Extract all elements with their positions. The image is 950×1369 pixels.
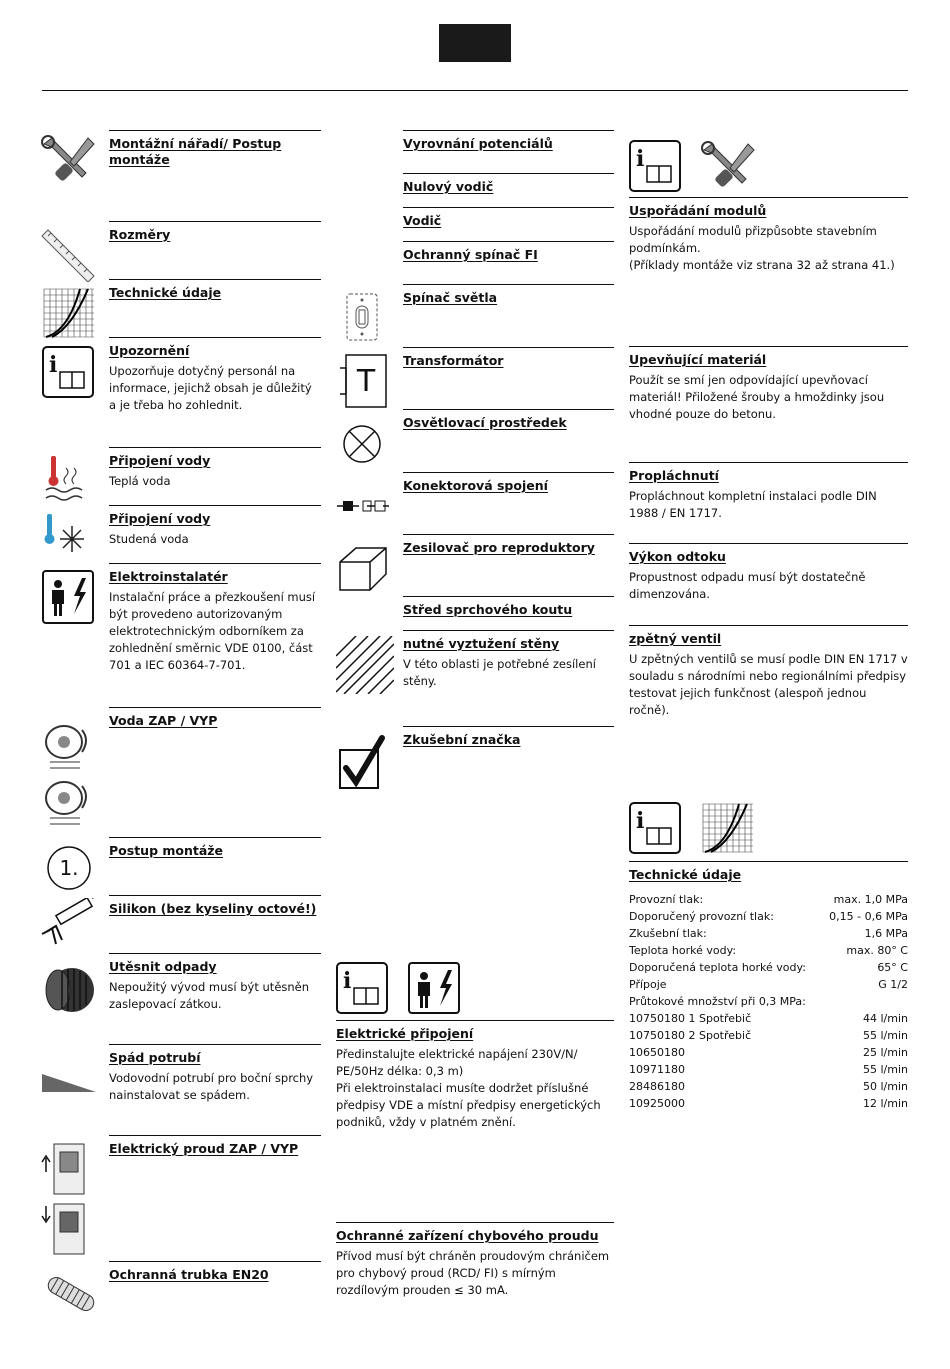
spec-row: [629, 925, 908, 942]
spec-value: max. 1,0 MPa: [833, 893, 908, 906]
spec-value: 55 l/min: [863, 1063, 908, 1076]
section-title: Zkušební značka: [403, 732, 521, 747]
info-book-icon: [629, 140, 681, 192]
tools-icon: [700, 140, 758, 190]
section-title: Výkon odtoku: [629, 549, 726, 564]
section-wall-reinforcement: [403, 630, 614, 690]
spec-row: [629, 1078, 908, 1095]
valve-icon: [42, 712, 96, 828]
section-body: U zpětných ventilů se musí podle DIN EN 1717 v souladu s národními nebo regionálními předpisy testovat jejich funkčnost (alespoň jednou ročně).: [629, 652, 908, 717]
spec-label: Doporučený provozní tlak:: [629, 910, 774, 923]
section-tools: [109, 130, 321, 168]
section-notice: [109, 337, 321, 414]
info-book-icon: [42, 346, 94, 398]
spec-value: 25 l/min: [863, 1046, 908, 1059]
spec-value: 55 l/min: [863, 1029, 908, 1042]
info-book-icon: [336, 962, 388, 1014]
section-conduit: [109, 1261, 321, 1283]
hot-water-icon: [42, 454, 88, 502]
section-body: V této oblasti je potřebné zesílení stěny.: [403, 657, 596, 688]
section-title: Nulový vodič: [403, 179, 494, 194]
transformer-letter: T: [356, 364, 376, 399]
spec-value: 0,15 - 0,6 MPa: [829, 910, 908, 923]
section-tech-specs: [629, 861, 908, 883]
section-rcd: [336, 1222, 614, 1299]
section-title: Upevňující materiál: [629, 352, 767, 367]
section-body: Použít se smí jen odpovídající upevňovací materiál! Přiložené šrouby a hmoždinky jsou vhodné pouze do betonu.: [629, 373, 885, 421]
section-body: Studená voda: [109, 532, 189, 546]
switch-box-icon: [40, 1142, 88, 1256]
section-title: Osvětlovací prostředek: [403, 415, 567, 430]
graph-icon: [42, 287, 96, 339]
spec-row: [629, 1027, 908, 1044]
section-body: Předinstalujte elektrické napájení 230V/N/ PE/50Hz délka: 0,3 m) Při elektroinstalaci musíte dodržet příslušné předpisy VDE a místní předpisy energetických podniků, vždy v platném znění.: [336, 1047, 601, 1129]
section-title: Spád potrubí: [109, 1050, 201, 1065]
section-title: Ochranná trubka EN20: [109, 1267, 269, 1282]
checkmark-icon: [338, 734, 386, 790]
section-tech-data: [109, 279, 321, 301]
section-body: Nepoužitý vývod musí být utěsněn zaslepovací zátkou.: [109, 980, 310, 1011]
spec-value: 50 l/min: [863, 1080, 908, 1093]
section-title: Technické údaje: [109, 285, 222, 300]
section-conductor: [403, 207, 614, 229]
section-dimensions: [109, 221, 321, 243]
section-title: Střed sprchového koutu: [403, 602, 573, 617]
ruler-icon: [40, 228, 96, 282]
svg-text:i: i: [49, 352, 58, 378]
section-title: Vodič: [403, 213, 442, 228]
section-assembly: [109, 837, 321, 859]
specs-table: [629, 891, 908, 1112]
section-title: Vyrovnání potenciálů: [403, 136, 553, 151]
section-potential: [403, 130, 614, 152]
transformer-icon: [338, 354, 388, 408]
conduit-icon: [42, 1272, 98, 1318]
section-title: Technické údaje: [629, 867, 742, 882]
section-connectors: [403, 472, 614, 494]
section-title: Konektorová spojení: [403, 478, 548, 493]
section-pipe-slope: [109, 1044, 321, 1104]
svg-text:i: i: [636, 146, 645, 172]
section-fi-switch: [403, 241, 614, 263]
section-test-mark: [403, 726, 614, 748]
section-silicone: [109, 895, 321, 917]
section-title: Upozornění: [109, 343, 190, 358]
section-title: Elektrické připojení: [336, 1026, 474, 1041]
hatch-icon: [336, 636, 394, 694]
spec-label: Zkušební tlak:: [629, 927, 707, 940]
spec-label: 10750180 2 Spotřebič: [629, 1029, 752, 1042]
graph-icon: [701, 802, 755, 854]
slope-icon: [42, 1068, 96, 1094]
spec-value: 65° C: [877, 961, 908, 974]
spec-label: Průtokové množství při 0,3 MPa:: [629, 995, 806, 1008]
section-title: Voda ZAP / VYP: [109, 713, 218, 728]
spec-value: G 1/2: [878, 978, 908, 991]
spec-label: 28486180: [629, 1080, 685, 1093]
section-title: nutné vyztužení stěny: [403, 636, 560, 651]
spec-row: [629, 1061, 908, 1078]
spec-label: 10650180: [629, 1046, 685, 1059]
section-title: Elektroinstalatér: [109, 569, 228, 584]
tools-icon: [40, 134, 98, 184]
spec-label: 10925000: [629, 1097, 685, 1110]
connector-icon: [335, 497, 391, 515]
section-body: Propláchnout kompletní instalaci podle DIN 1988 / EN 1717.: [629, 489, 877, 520]
spec-row: [629, 1095, 908, 1112]
section-title: Spínač světla: [403, 290, 498, 305]
spec-value: max. 80° C: [846, 944, 908, 957]
section-electrician: [109, 563, 321, 674]
cold-water-icon: [42, 512, 88, 560]
section-electrical-connection: [336, 1020, 614, 1131]
spec-label: Teplota horké vody:: [629, 944, 737, 957]
section-power-on-off: [109, 1135, 321, 1157]
section-title: Uspořádání modulů: [629, 203, 767, 218]
section-transformer: [403, 347, 614, 369]
spec-label: Provozní tlak:: [629, 893, 704, 906]
section-amplifier: [403, 534, 614, 556]
section-title: Montážní nářadí/ Postup montáže: [109, 136, 282, 167]
section-title: Postup montáže: [109, 843, 224, 858]
section-title: Propláchnutí: [629, 468, 719, 483]
step-icon: [46, 845, 92, 891]
spec-row: [629, 993, 908, 1010]
section-body: Upozorňuje dotyčný personál na informace, jejichž obsah je důležitý a je třeba ho zohlednit.: [109, 364, 312, 412]
amplifier-box-icon: [338, 544, 388, 592]
silicone-gun-icon: [40, 898, 98, 948]
section-light-switch: [403, 284, 614, 306]
section-shower-center: [403, 596, 614, 618]
section-module-arrangement: [629, 197, 908, 274]
spec-row: [629, 976, 908, 993]
section-title: Zesilovač pro reproduktory: [403, 540, 595, 555]
section-body: Propustnost odpadu musí být dostatečně dimenzována.: [629, 570, 866, 601]
header-block: [439, 24, 511, 62]
section-hot-water: [109, 447, 321, 490]
light-switch-icon: [345, 292, 379, 342]
section-title: Elektrický proud ZAP / VYP: [109, 1141, 299, 1156]
section-title: Ochranné zařízení chybového proudu: [336, 1228, 599, 1243]
spec-value: 1,6 MPa: [864, 927, 908, 940]
step-number: 1.: [59, 856, 79, 880]
svg-text:i: i: [636, 808, 645, 834]
section-flushing: [629, 462, 908, 522]
section-title: Rozměry: [109, 227, 171, 242]
section-fixing-material: [629, 346, 908, 423]
spec-label: Doporučená teplota horké vody:: [629, 961, 806, 974]
section-title: Transformátor: [403, 353, 504, 368]
section-check-valve: [629, 625, 908, 719]
section-title: zpětný ventil: [629, 631, 722, 646]
section-seal-drains: [109, 953, 321, 1013]
spec-value: 12 l/min: [863, 1097, 908, 1110]
section-body: Přívod musí být chráněn proudovým chráničem pro chybový proud (RCD/ FI) s mírným rozdílovým prouden ≤ 30 mA.: [336, 1249, 610, 1297]
section-drain-capacity: [629, 543, 908, 603]
spec-row: [629, 891, 908, 908]
plug-icon: [42, 965, 98, 1015]
electrician-icon: [42, 570, 94, 624]
section-title: Utěsnit odpady: [109, 959, 217, 974]
spec-label: 10971180: [629, 1063, 685, 1076]
svg-text:i: i: [343, 968, 352, 994]
section-neutral: [403, 173, 614, 195]
section-water-on-off: [109, 707, 321, 729]
section-cold-water: [109, 505, 321, 548]
spec-label: 10750180 1 Spotřebič: [629, 1012, 752, 1025]
section-title: Připojení vody: [109, 511, 211, 526]
spec-row: [629, 942, 908, 959]
section-body: Uspořádání modulů přizpůsobte stavebním podmínkám. (Příklady montáže viz strana 32 až strana 41.): [629, 224, 895, 272]
spec-row: [629, 908, 908, 925]
header-rule: [42, 90, 908, 91]
spec-row: [629, 1010, 908, 1027]
section-title: Silikon (bez kyseliny octové!): [109, 901, 317, 916]
section-body: Instalační práce a přezkoušení musí být provedeno autorizovaným elektrotechnickým odborníkem za zohlednění směrnic VDE 0100, část 701 a IEC 60364-7-701.: [109, 590, 316, 672]
spec-label: Přípoje: [629, 978, 667, 991]
section-body: Vodovodní potrubí pro boční sprchy nainstalovat se spádem.: [109, 1071, 314, 1102]
section-lamp: [403, 409, 614, 431]
spec-value: 44 l/min: [863, 1012, 908, 1025]
section-title: Ochranný spínač FI: [403, 247, 538, 262]
spec-row: [629, 1044, 908, 1061]
spec-row: [629, 959, 908, 976]
lamp-icon: [342, 424, 382, 464]
electrician-icon: [408, 962, 460, 1014]
info-book-icon: [629, 802, 681, 854]
section-title: Připojení vody: [109, 453, 211, 468]
section-body: Teplá voda: [109, 474, 171, 488]
